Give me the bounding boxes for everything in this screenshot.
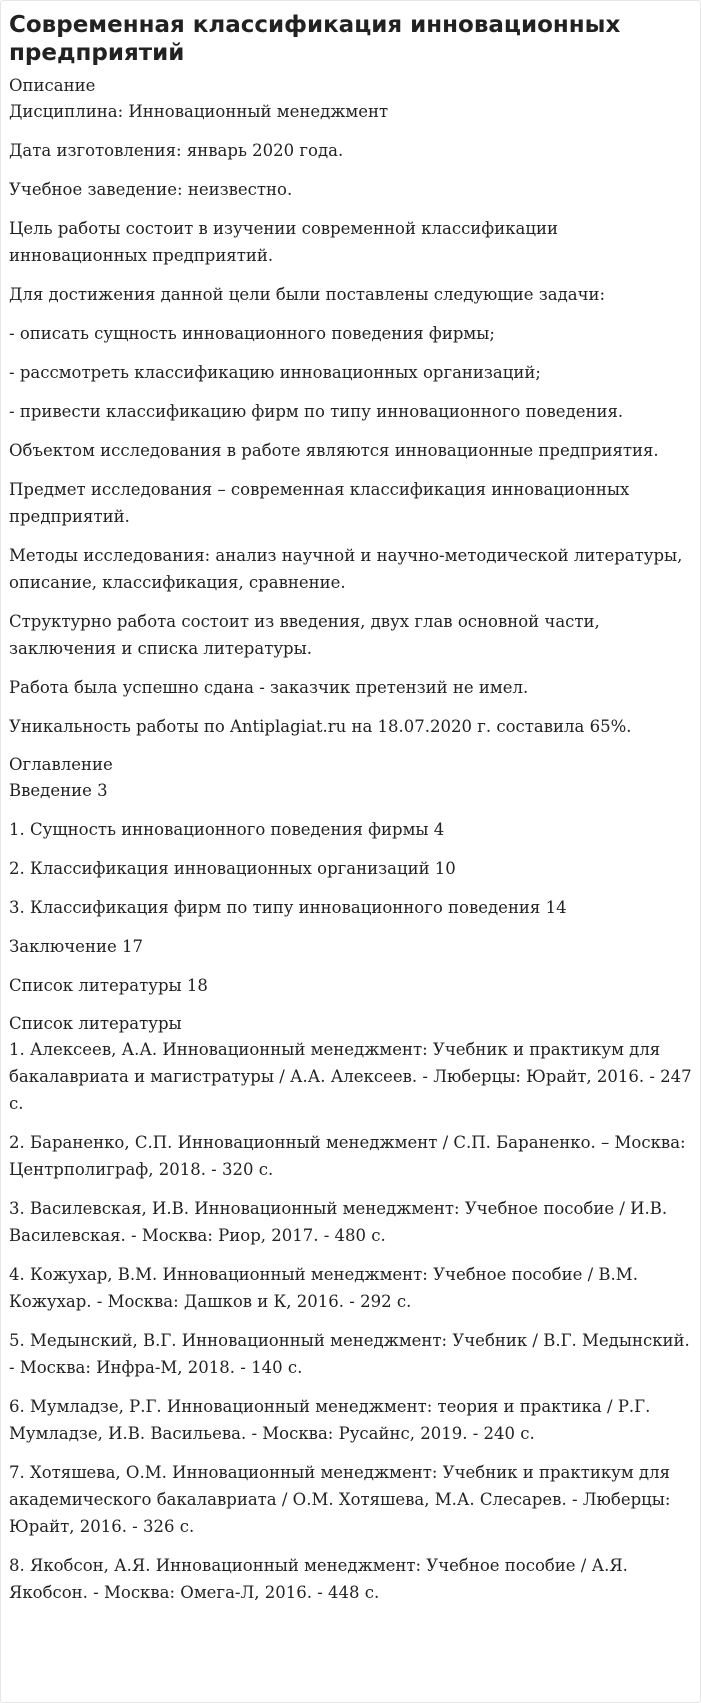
contents-item: 2. Классификация инновационных организаций 10 [9, 859, 456, 878]
description-paragraph: Объектом исследования в работе являются инновационные предприятия. [9, 441, 659, 460]
description-section [9, 73, 692, 740]
reference-item: 6. Мумладзе, Р.Г. Инновационный менеджмент: теория и практика / Р.Г. Мумладзе, И.В. Васильева. - Москва: Русайнс, 2019. - 240 c. [9, 1397, 651, 1443]
description-paragraph: Дисциплина: Инновационный менеджмент [9, 102, 389, 121]
contents-item: Заключение 17 [9, 937, 143, 956]
description-heading: Описание [9, 76, 96, 95]
page-title: Современная классификация инновационных предприятий [9, 12, 621, 66]
reference-item: 1. Алексеев, А.А. Инновационный менеджмент: Учебник и практикум для бакалавриата и магистратуры / А.А. Алексеев. - Люберцы: Юрайт, 2016. - 247 c. [9, 1040, 692, 1113]
reference-item: 5. Медынский, В.Г. Инновационный менеджмент: Учебник / В.Г. Медынский. - Москва: Инфра-М, 2018. - 140 c. [9, 1331, 690, 1377]
references-heading: Список литературы [9, 1014, 182, 1033]
description-paragraph: Работа была успешно сдана - заказчик претензий не имел. [9, 678, 529, 697]
description-paragraph: Уникальность работы по Antiplagiat.ru на 18.07.2020 г. составила 65%. [9, 717, 632, 736]
description-paragraph: Методы исследования: анализ научной и научно-методической литературы, описание, классификация, сравнение. [9, 546, 683, 592]
contents-item: 1. Сущность инновационного поведения фирмы 4 [9, 820, 445, 839]
contents-heading: Оглавление [9, 755, 113, 774]
contents-section [9, 752, 692, 999]
contents-item: Введение 3 [9, 781, 108, 800]
description-paragraph: Структурно работа состоит из введения, двух глав основной части, заключения и списка литературы. [9, 612, 600, 658]
contents-item: Список литературы 18 [9, 976, 208, 995]
description-paragraph: - рассмотреть классификацию инновационных организаций; [9, 363, 541, 382]
reference-item: 4. Кожухар, В.М. Инновационный менеджмент: Учебное пособие / В.М. Кожухар. - Москва: Дашков и К, 2016. - 292 c. [9, 1265, 638, 1311]
reference-item: 8. Якобсон, А.Я. Инновационный менеджмент: Учебное пособие / А.Я. Якобсон. - Москва: Омега-Л, 2016. - 448 c. [9, 1556, 628, 1602]
description-paragraph: Учебное заведение: неизвестно. [9, 180, 293, 199]
references-section [9, 1011, 692, 1606]
description-paragraph: - описать сущность инновационного поведения фирмы; [9, 324, 495, 343]
reference-item: 2. Бараненко, С.П. Инновационный менеджмент / С.П. Бараненко. – Москва: Центрполиграф, 2018. - 320 c. [9, 1133, 686, 1179]
description-paragraph: Дата изготовления: январь 2020 года. [9, 141, 344, 160]
reference-item: 3. Василевская, И.В. Инновационный менеджмент: Учебное пособие / И.В. Василевская. - Москва: Риор, 2017. - 480 c. [9, 1199, 668, 1245]
description-paragraph: Цель работы состоит в изучении современной классификации инновационных предприятий. [9, 219, 558, 265]
description-paragraph: - привести классификацию фирм по типу инновационного поведения. [9, 402, 624, 421]
description-paragraph: Предмет исследования – современная классификация инновационных предприятий. [9, 480, 630, 526]
contents-item: 3. Классификация фирм по типу инновационного поведения 14 [9, 898, 567, 917]
reference-item: 7. Хотяшева, О.М. Инновационный менеджмент: Учебник и практикум для академического бакалавриата / О.М. Хотяшева, М.А. Слесарев. - Люберцы: Юрайт, 2016. - 326 c. [9, 1463, 671, 1536]
description-paragraph: Для достижения данной цели были поставлены следующие задачи: [9, 285, 606, 304]
